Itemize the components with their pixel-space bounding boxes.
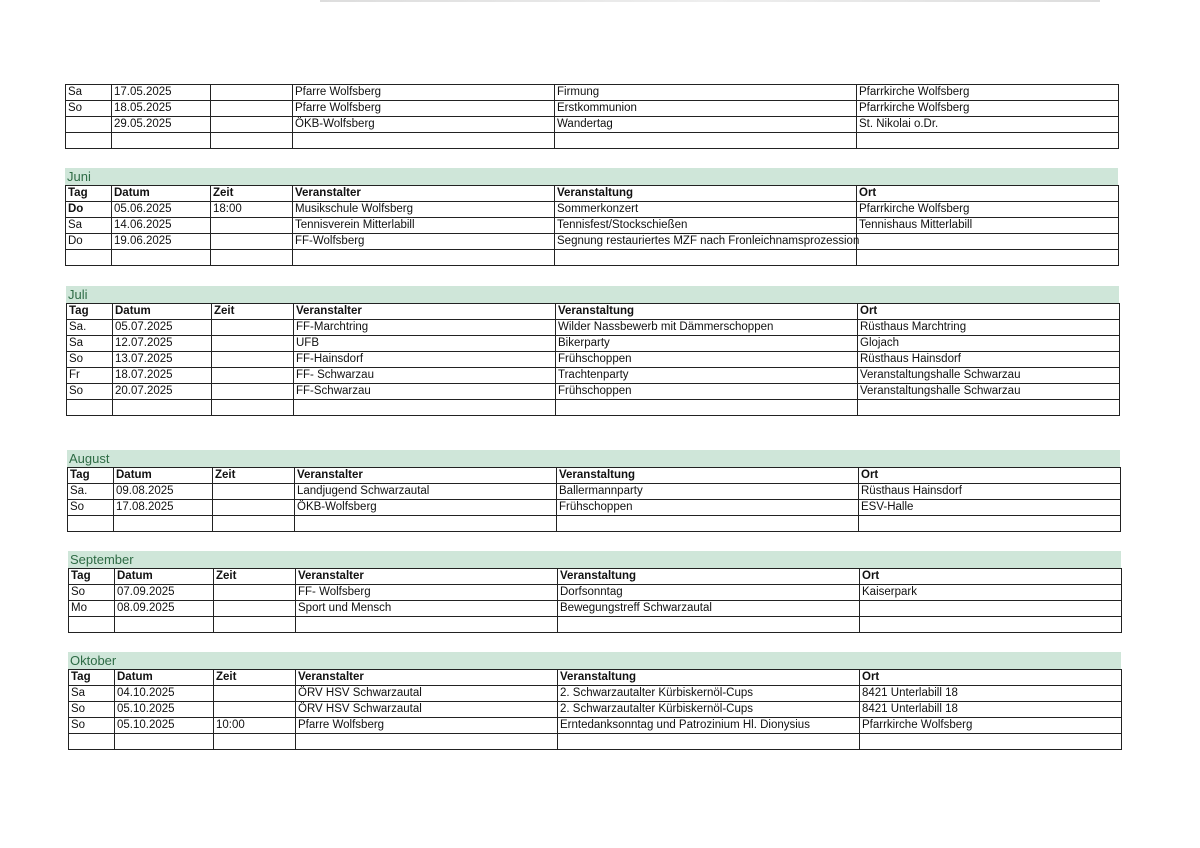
table-cell bbox=[211, 234, 293, 250]
column-header: Tag bbox=[69, 670, 115, 686]
events-table bbox=[65, 185, 1119, 266]
table-cell: FF-Hainsdorf bbox=[294, 352, 556, 368]
section-mai bbox=[65, 84, 1118, 149]
table-cell: FF-Marchtring bbox=[294, 320, 556, 336]
table-cell bbox=[115, 734, 214, 750]
table-row bbox=[68, 500, 1121, 516]
column-header: Ort bbox=[859, 468, 1121, 484]
table-row bbox=[69, 686, 1122, 702]
table-cell: 17.05.2025 bbox=[112, 85, 211, 101]
table-cell: Do bbox=[66, 234, 112, 250]
table-header-row bbox=[67, 304, 1120, 320]
table-cell bbox=[212, 336, 294, 352]
table-cell bbox=[214, 601, 296, 617]
table-cell: Fr bbox=[67, 368, 113, 384]
table-cell bbox=[112, 250, 211, 266]
table-cell: Veranstaltungshalle Schwarzau bbox=[858, 384, 1120, 400]
events-table bbox=[67, 467, 1121, 532]
table-cell bbox=[211, 101, 293, 117]
column-header: Zeit bbox=[212, 304, 294, 320]
table-cell bbox=[113, 400, 212, 416]
table-cell: Trachtenparty bbox=[556, 368, 858, 384]
table-row bbox=[66, 202, 1119, 218]
column-header: Veranstalter bbox=[296, 670, 558, 686]
table-row bbox=[66, 117, 1119, 133]
column-header: Datum bbox=[115, 569, 214, 585]
table-cell bbox=[212, 352, 294, 368]
table-cell bbox=[114, 516, 213, 532]
table-row bbox=[66, 133, 1119, 149]
table-cell: Tennisverein Mitterlabill bbox=[293, 218, 555, 234]
table-cell: Glojach bbox=[858, 336, 1120, 352]
column-header: Veranstaltung bbox=[555, 186, 857, 202]
table-cell bbox=[214, 686, 296, 702]
table-row bbox=[69, 702, 1122, 718]
table-cell: ÖRV HSV Schwarzautal bbox=[296, 702, 558, 718]
table-cell: 04.10.2025 bbox=[115, 686, 214, 702]
table-cell bbox=[296, 734, 558, 750]
table-cell: Pfarrkirche Wolfsberg bbox=[857, 85, 1119, 101]
table-cell: Sa. bbox=[68, 484, 114, 500]
table-cell: Pfarrkirche Wolfsberg bbox=[857, 101, 1119, 117]
table-cell: St. Nikolai o.Dr. bbox=[857, 117, 1119, 133]
table-cell bbox=[558, 617, 860, 633]
table-cell bbox=[212, 368, 294, 384]
table-cell: Bikerparty bbox=[556, 336, 858, 352]
table-cell bbox=[293, 250, 555, 266]
table-cell: 05.10.2025 bbox=[115, 702, 214, 718]
table-cell bbox=[858, 400, 1120, 416]
month-title: Oktober bbox=[68, 652, 1121, 669]
table-row bbox=[68, 516, 1121, 532]
events-table bbox=[66, 303, 1120, 416]
table-cell bbox=[556, 400, 858, 416]
table-cell: 10:00 bbox=[214, 718, 296, 734]
table-cell: 19.06.2025 bbox=[112, 234, 211, 250]
table-cell bbox=[555, 133, 857, 149]
table-cell: ÖKB-Wolfsberg bbox=[295, 500, 557, 516]
table-cell: Sport und Mensch bbox=[296, 601, 558, 617]
table-cell bbox=[214, 585, 296, 601]
table-cell: Bewegungstreff Schwarzautal bbox=[558, 601, 860, 617]
table-cell bbox=[293, 133, 555, 149]
table-row bbox=[68, 484, 1121, 500]
table-cell: ÖKB-Wolfsberg bbox=[293, 117, 555, 133]
column-header: Datum bbox=[113, 304, 212, 320]
table-cell: Dorfsonntag bbox=[558, 585, 860, 601]
table-cell bbox=[211, 85, 293, 101]
table-cell: 12.07.2025 bbox=[113, 336, 212, 352]
column-header: Zeit bbox=[214, 670, 296, 686]
table-cell: So bbox=[69, 585, 115, 601]
table-cell bbox=[69, 734, 115, 750]
column-header: Veranstalter bbox=[293, 186, 555, 202]
table-cell bbox=[296, 617, 558, 633]
table-cell: So bbox=[69, 702, 115, 718]
table-row bbox=[67, 400, 1120, 416]
table-cell: Ballermannparty bbox=[557, 484, 859, 500]
column-header: Veranstalter bbox=[296, 569, 558, 585]
table-row bbox=[69, 617, 1122, 633]
column-header: Datum bbox=[114, 468, 213, 484]
month-title: September bbox=[68, 551, 1121, 568]
table-cell: So bbox=[68, 500, 114, 516]
table-cell bbox=[66, 133, 112, 149]
table-cell bbox=[857, 250, 1119, 266]
table-cell bbox=[213, 484, 295, 500]
table-cell: Segnung restauriertes MZF nach Fronleichnamsprozession bbox=[555, 234, 857, 250]
table-cell: 09.08.2025 bbox=[114, 484, 213, 500]
table-cell: 18:00 bbox=[211, 202, 293, 218]
column-header: Tag bbox=[69, 569, 115, 585]
table-cell: Frühschoppen bbox=[556, 384, 858, 400]
table-cell: So bbox=[66, 101, 112, 117]
table-cell: Tennishaus Mitterlabill bbox=[857, 218, 1119, 234]
table-cell bbox=[558, 734, 860, 750]
table-row bbox=[66, 234, 1119, 250]
table-cell bbox=[212, 400, 294, 416]
month-title: Juni bbox=[65, 168, 1118, 185]
table-row bbox=[69, 734, 1122, 750]
column-header: Ort bbox=[860, 670, 1122, 686]
table-cell: FF- Wolfsberg bbox=[296, 585, 558, 601]
table-cell bbox=[211, 250, 293, 266]
table-row bbox=[69, 585, 1122, 601]
table-cell: Sa bbox=[67, 336, 113, 352]
table-cell: So bbox=[67, 352, 113, 368]
table-row bbox=[67, 368, 1120, 384]
table-cell: Sa bbox=[66, 85, 112, 101]
table-cell: Veranstaltungshalle Schwarzau bbox=[858, 368, 1120, 384]
table-cell: 17.08.2025 bbox=[114, 500, 213, 516]
events-table bbox=[65, 84, 1119, 149]
month-title: August bbox=[67, 450, 1120, 467]
table-header-row bbox=[68, 468, 1121, 484]
table-cell bbox=[68, 516, 114, 532]
table-cell: 05.10.2025 bbox=[115, 718, 214, 734]
scan-artifact-line bbox=[320, 0, 1100, 2]
table-cell: Rüsthaus Hainsdorf bbox=[858, 352, 1120, 368]
section-oktober bbox=[68, 652, 1121, 750]
section-juni bbox=[65, 168, 1118, 266]
table-cell: Do bbox=[66, 202, 112, 218]
table-cell: Kaiserpark bbox=[860, 585, 1122, 601]
table-cell: Wilder Nassbewerb mit Dämmerschoppen bbox=[556, 320, 858, 336]
table-cell: FF- Schwarzau bbox=[294, 368, 556, 384]
table-cell: UFB bbox=[294, 336, 556, 352]
table-cell: Tennisfest/Stockschießen bbox=[555, 218, 857, 234]
table-row bbox=[67, 384, 1120, 400]
table-cell: FF-Wolfsberg bbox=[293, 234, 555, 250]
table-cell bbox=[860, 601, 1122, 617]
table-cell: 14.06.2025 bbox=[112, 218, 211, 234]
table-row bbox=[69, 601, 1122, 617]
events-table bbox=[68, 568, 1122, 633]
column-header: Veranstalter bbox=[294, 304, 556, 320]
table-cell: Pfarre Wolfsberg bbox=[293, 101, 555, 117]
table-cell: 2. Schwarzautalter Kürbiskernöl-Cups bbox=[558, 686, 860, 702]
table-cell: 08.09.2025 bbox=[115, 601, 214, 617]
table-cell: Mo bbox=[69, 601, 115, 617]
table-cell: Pfarrkirche Wolfsberg bbox=[860, 718, 1122, 734]
table-cell bbox=[212, 384, 294, 400]
month-title: Juli bbox=[66, 286, 1119, 303]
table-cell bbox=[211, 117, 293, 133]
table-cell bbox=[860, 734, 1122, 750]
table-cell bbox=[857, 133, 1119, 149]
table-cell: 18.05.2025 bbox=[112, 101, 211, 117]
table-cell: FF-Schwarzau bbox=[294, 384, 556, 400]
table-cell: Frühschoppen bbox=[557, 500, 859, 516]
table-cell: Frühschoppen bbox=[556, 352, 858, 368]
section-juli bbox=[66, 286, 1119, 416]
table-row bbox=[67, 336, 1120, 352]
table-cell: Firmung bbox=[555, 85, 857, 101]
table-header-row bbox=[66, 186, 1119, 202]
column-header: Datum bbox=[115, 670, 214, 686]
table-row bbox=[67, 352, 1120, 368]
table-cell: ÖRV HSV Schwarzautal bbox=[296, 686, 558, 702]
column-header: Zeit bbox=[214, 569, 296, 585]
table-cell bbox=[66, 250, 112, 266]
table-cell: 18.07.2025 bbox=[113, 368, 212, 384]
table-cell bbox=[555, 250, 857, 266]
table-cell: 8421 Unterlabill 18 bbox=[860, 702, 1122, 718]
table-cell bbox=[295, 516, 557, 532]
table-cell: Sa bbox=[66, 218, 112, 234]
column-header: Tag bbox=[68, 468, 114, 484]
table-cell bbox=[67, 400, 113, 416]
column-header: Ort bbox=[858, 304, 1120, 320]
table-cell: Pfarrkirche Wolfsberg bbox=[857, 202, 1119, 218]
table-cell bbox=[213, 500, 295, 516]
table-cell bbox=[557, 516, 859, 532]
table-cell: 13.07.2025 bbox=[113, 352, 212, 368]
table-cell: So bbox=[67, 384, 113, 400]
table-cell: Rüsthaus Marchtring bbox=[858, 320, 1120, 336]
column-header: Ort bbox=[857, 186, 1119, 202]
table-cell: Erstkommunion bbox=[555, 101, 857, 117]
table-cell: Wandertag bbox=[555, 117, 857, 133]
table-cell: 2. Schwarzautalter Kürbiskernöl-Cups bbox=[558, 702, 860, 718]
table-cell: 05.07.2025 bbox=[113, 320, 212, 336]
table-cell: Sa. bbox=[67, 320, 113, 336]
table-cell: 07.09.2025 bbox=[115, 585, 214, 601]
column-header: Veranstaltung bbox=[558, 670, 860, 686]
table-cell bbox=[115, 617, 214, 633]
column-header: Veranstaltung bbox=[558, 569, 860, 585]
column-header: Ort bbox=[860, 569, 1122, 585]
table-cell bbox=[66, 117, 112, 133]
table-cell bbox=[69, 617, 115, 633]
table-cell: 05.06.2025 bbox=[112, 202, 211, 218]
column-header: Veranstaltung bbox=[557, 468, 859, 484]
table-header-row bbox=[69, 569, 1122, 585]
table-row bbox=[66, 218, 1119, 234]
table-cell: Rüsthaus Hainsdorf bbox=[859, 484, 1121, 500]
table-cell bbox=[211, 218, 293, 234]
table-cell: 29.05.2025 bbox=[112, 117, 211, 133]
column-header: Zeit bbox=[211, 186, 293, 202]
table-cell bbox=[214, 617, 296, 633]
table-row bbox=[66, 101, 1119, 117]
section-august bbox=[67, 450, 1120, 532]
table-cell bbox=[214, 702, 296, 718]
table-row bbox=[66, 85, 1119, 101]
table-row bbox=[66, 250, 1119, 266]
table-cell bbox=[860, 617, 1122, 633]
table-cell: Erntedanksonntag und Patrozinium Hl. Dionysius bbox=[558, 718, 860, 734]
table-cell: Musikschule Wolfsberg bbox=[293, 202, 555, 218]
table-row bbox=[67, 320, 1120, 336]
events-table bbox=[68, 669, 1122, 750]
table-cell: 8421 Unterlabill 18 bbox=[860, 686, 1122, 702]
column-header: Datum bbox=[112, 186, 211, 202]
table-cell bbox=[214, 734, 296, 750]
table-cell bbox=[212, 320, 294, 336]
table-cell: 20.07.2025 bbox=[113, 384, 212, 400]
column-header: Zeit bbox=[213, 468, 295, 484]
column-header: Tag bbox=[67, 304, 113, 320]
table-cell: Sommerkonzert bbox=[555, 202, 857, 218]
table-cell bbox=[112, 133, 211, 149]
table-cell: ESV-Halle bbox=[859, 500, 1121, 516]
table-cell bbox=[211, 133, 293, 149]
table-cell bbox=[213, 516, 295, 532]
table-header-row bbox=[69, 670, 1122, 686]
table-cell: So bbox=[69, 718, 115, 734]
table-cell bbox=[294, 400, 556, 416]
table-row bbox=[69, 718, 1122, 734]
section-september bbox=[68, 551, 1121, 633]
table-cell bbox=[859, 516, 1121, 532]
column-header: Veranstaltung bbox=[556, 304, 858, 320]
table-cell: Pfarre Wolfsberg bbox=[293, 85, 555, 101]
table-cell: Pfarre Wolfsberg bbox=[296, 718, 558, 734]
column-header: Veranstalter bbox=[295, 468, 557, 484]
table-cell: Sa bbox=[69, 686, 115, 702]
table-cell bbox=[857, 234, 1119, 250]
column-header: Tag bbox=[66, 186, 112, 202]
table-cell: Landjugend Schwarzautal bbox=[295, 484, 557, 500]
